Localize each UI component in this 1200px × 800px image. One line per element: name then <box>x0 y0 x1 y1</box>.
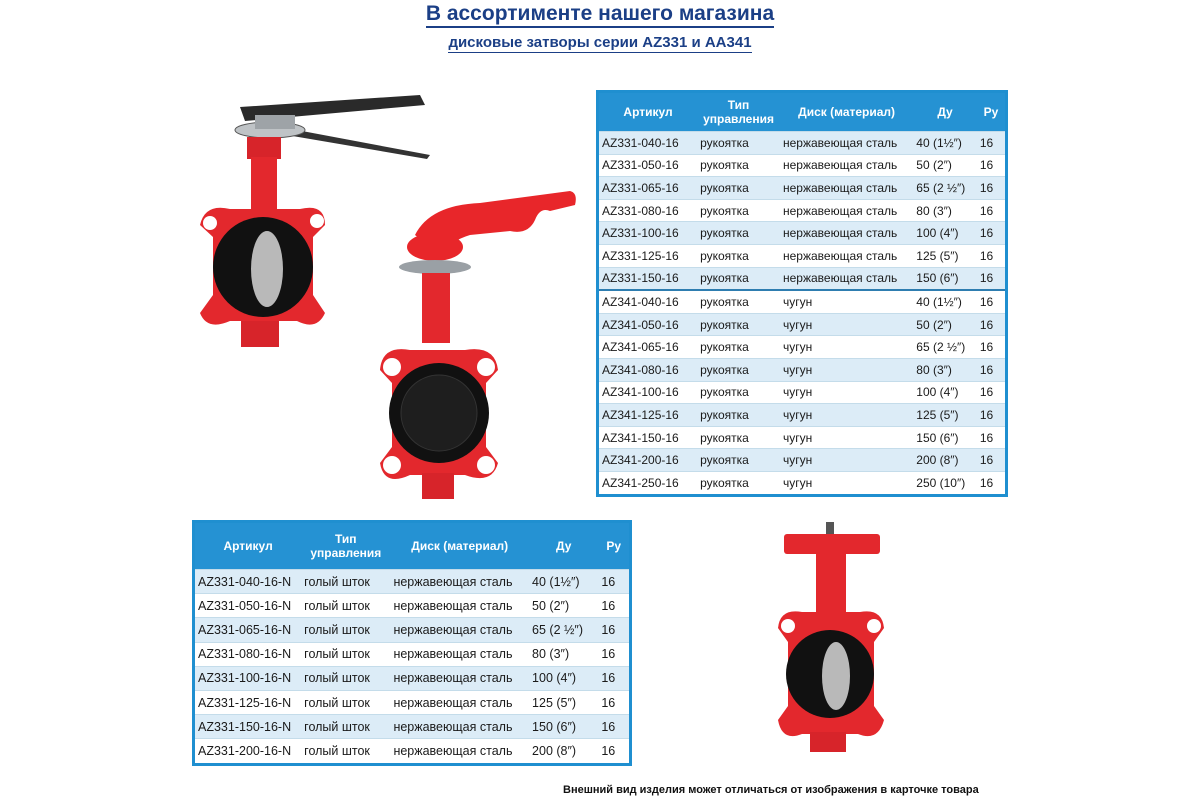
col-article-cell: AZ341-040-16 <box>598 290 698 313</box>
col-dn-cell: 100 (4″) <box>913 381 977 404</box>
table-row <box>598 404 1007 427</box>
col-pn-cell: 16 <box>977 404 1007 427</box>
col-control-cell: рукоятка <box>697 132 780 155</box>
col-disc-cell: чугун <box>780 404 913 427</box>
col-pn-cell: 16 <box>977 154 1007 177</box>
table-row <box>598 381 1007 404</box>
col-disc-cell: нержавеющая сталь <box>780 267 913 290</box>
col-disc-cell: нержавеющая сталь <box>390 570 529 594</box>
col-dn-cell: 150 (6″) <box>529 715 598 739</box>
col-dn-cell: 100 (4″) <box>913 222 977 245</box>
col-disc-cell: чугун <box>780 381 913 404</box>
col-disc-header: Диск (материал) <box>780 92 913 132</box>
col-control-cell: рукоятка <box>697 449 780 472</box>
table-row <box>598 290 1007 313</box>
col-disc-cell: нержавеющая сталь <box>390 690 529 714</box>
col-disc-cell: чугун <box>780 290 913 313</box>
col-pn-cell: 16 <box>977 290 1007 313</box>
col-disc-cell: нержавеющая сталь <box>390 618 529 642</box>
col-pn-cell: 16 <box>598 642 630 666</box>
col-dn-cell: 200 (8″) <box>913 449 977 472</box>
col-disc-cell: чугун <box>780 449 913 472</box>
col-pn-cell: 16 <box>598 739 630 764</box>
col-article-cell: AZ331-080-16-N <box>194 642 302 666</box>
table-row <box>598 313 1007 336</box>
col-control-cell: рукоятка <box>697 290 780 313</box>
col-dn-header: Ду <box>913 92 977 132</box>
spec-table-bare-stem <box>192 520 632 766</box>
valve-handle-red-image <box>370 185 585 505</box>
table-row <box>598 132 1007 155</box>
col-article-cell: AZ341-150-16 <box>598 426 698 449</box>
col-disc-cell: нержавеющая сталь <box>390 642 529 666</box>
table-row <box>598 358 1007 381</box>
col-control-cell: рукоятка <box>697 177 780 200</box>
col-article-cell: AZ331-100-16-N <box>194 666 302 690</box>
table-row <box>194 642 631 666</box>
col-article-cell: AZ331-150-16 <box>598 267 698 290</box>
col-control-cell: рукоятка <box>697 154 780 177</box>
col-pn-cell: 16 <box>598 570 630 594</box>
col-disc-cell: нержавеющая сталь <box>780 132 913 155</box>
col-pn-cell: 16 <box>598 715 630 739</box>
col-article-cell: AZ331-125-16 <box>598 244 698 267</box>
col-control-cell: голый шток <box>301 690 390 714</box>
col-control-cell: рукоятка <box>697 336 780 359</box>
col-dn-cell: 125 (5″) <box>913 404 977 427</box>
col-control-cell: голый шток <box>301 642 390 666</box>
table-header-row <box>598 92 1007 132</box>
col-article-cell: AZ341-065-16 <box>598 336 698 359</box>
col-dn-header: Ду <box>529 522 598 570</box>
col-disc-cell: нержавеющая сталь <box>780 154 913 177</box>
col-disc-cell: нержавеющая сталь <box>780 177 913 200</box>
col-disc-cell: нержавеющая сталь <box>780 244 913 267</box>
table-header-row <box>194 522 631 570</box>
table-row <box>598 244 1007 267</box>
col-dn-cell: 80 (3″) <box>529 642 598 666</box>
col-dn-cell: 150 (6″) <box>913 267 977 290</box>
col-dn-cell: 250 (10″) <box>913 471 977 495</box>
col-disc-cell: нержавеющая сталь <box>780 199 913 222</box>
col-pn-cell: 16 <box>598 690 630 714</box>
col-control-header: Тип управления <box>697 92 780 132</box>
col-article-header: Артикул <box>194 522 302 570</box>
col-control-cell: голый шток <box>301 570 390 594</box>
page-title: В ассортименте нашего магазина <box>0 2 1200 26</box>
table-row <box>194 690 631 714</box>
col-control-cell: рукоятка <box>697 358 780 381</box>
col-dn-cell: 80 (3″) <box>913 199 977 222</box>
col-control-cell: голый шток <box>301 666 390 690</box>
col-article-cell: AZ331-150-16-N <box>194 715 302 739</box>
table-row <box>598 222 1007 245</box>
col-pn-header: Ру <box>598 522 630 570</box>
col-disc-cell: нержавеющая сталь <box>780 222 913 245</box>
col-disc-cell: нержавеющая сталь <box>390 715 529 739</box>
col-disc-cell: нержавеющая сталь <box>390 594 529 618</box>
col-control-cell: рукоятка <box>697 471 780 495</box>
table-row <box>194 618 631 642</box>
table-row <box>598 426 1007 449</box>
col-pn-cell: 16 <box>977 381 1007 404</box>
col-article-cell: AZ331-040-16-N <box>194 570 302 594</box>
disclaimer-note: Внешний вид изделия может отличаться от изображения в карточке товара <box>563 784 979 796</box>
col-pn-cell: 16 <box>977 313 1007 336</box>
col-disc-cell: нержавеющая сталь <box>390 739 529 764</box>
col-dn-cell: 150 (6″) <box>913 426 977 449</box>
col-pn-header: Ру <box>977 92 1007 132</box>
col-pn-cell: 16 <box>977 244 1007 267</box>
col-article-cell: AZ331-125-16-N <box>194 690 302 714</box>
col-article-cell: AZ331-050-16 <box>598 154 698 177</box>
valve-bare-stem-image <box>770 520 890 755</box>
col-article-cell: AZ331-065-16-N <box>194 618 302 642</box>
table-row <box>598 336 1007 359</box>
red-handle-icon <box>399 191 576 274</box>
col-control-cell: голый шток <box>301 618 390 642</box>
col-article-cell: AZ331-050-16-N <box>194 594 302 618</box>
col-pn-cell: 16 <box>977 358 1007 381</box>
col-disc-cell: чугун <box>780 336 913 359</box>
table-row <box>194 594 631 618</box>
col-control-cell: рукоятка <box>697 426 780 449</box>
col-pn-cell: 16 <box>598 618 630 642</box>
col-dn-cell: 50 (2″) <box>529 594 598 618</box>
col-disc-cell: чугун <box>780 358 913 381</box>
col-dn-cell: 80 (3″) <box>913 358 977 381</box>
col-article-cell: AZ341-125-16 <box>598 404 698 427</box>
col-dn-cell: 40 (1½″) <box>529 570 598 594</box>
col-control-cell: рукоятка <box>697 313 780 336</box>
col-pn-cell: 16 <box>977 426 1007 449</box>
col-dn-cell: 125 (5″) <box>913 244 977 267</box>
col-dn-cell: 65 (2 ½″) <box>529 618 598 642</box>
table-row <box>598 199 1007 222</box>
col-article-cell: AZ331-080-16 <box>598 199 698 222</box>
col-control-cell: рукоятка <box>697 244 780 267</box>
col-article-header: Артикул <box>598 92 698 132</box>
col-disc-cell: чугун <box>780 313 913 336</box>
col-pn-cell: 16 <box>977 267 1007 290</box>
table-row <box>598 449 1007 472</box>
table-row <box>598 154 1007 177</box>
col-pn-cell: 16 <box>598 666 630 690</box>
table-row <box>598 177 1007 200</box>
stem-icon <box>826 522 834 536</box>
page-subtitle: дисковые затворы серии AZ331 и AA341 <box>448 34 752 51</box>
col-dn-cell: 125 (5″) <box>529 690 598 714</box>
col-pn-cell: 16 <box>977 199 1007 222</box>
table-row <box>194 666 631 690</box>
col-control-cell: голый шток <box>301 739 390 764</box>
col-disc-cell: чугун <box>780 471 913 495</box>
col-article-cell: AZ341-100-16 <box>598 381 698 404</box>
col-article-cell: AZ341-080-16 <box>598 358 698 381</box>
col-dn-cell: 40 (1½″) <box>913 290 977 313</box>
col-control-cell: рукоятка <box>697 222 780 245</box>
spec-table-handle <box>596 90 1008 497</box>
table-row <box>598 471 1007 495</box>
col-article-cell: AZ341-250-16 <box>598 471 698 495</box>
col-control-cell: рукоятка <box>697 199 780 222</box>
col-article-cell: AZ341-050-16 <box>598 313 698 336</box>
col-pn-cell: 16 <box>977 336 1007 359</box>
col-article-cell: AZ341-200-16 <box>598 449 698 472</box>
col-dn-cell: 50 (2″) <box>913 313 977 336</box>
col-disc-cell: чугун <box>780 426 913 449</box>
col-article-cell: AZ331-040-16 <box>598 132 698 155</box>
table-row <box>194 739 631 764</box>
table-row <box>194 570 631 594</box>
col-dn-cell: 50 (2″) <box>913 154 977 177</box>
col-pn-cell: 16 <box>977 449 1007 472</box>
col-pn-cell: 16 <box>977 471 1007 495</box>
col-dn-cell: 200 (8″) <box>529 739 598 764</box>
col-article-cell: AZ331-200-16-N <box>194 739 302 764</box>
col-disc-header: Диск (материал) <box>390 522 529 570</box>
col-control-cell: рукоятка <box>697 381 780 404</box>
col-control-header: Тип управления <box>301 522 390 570</box>
col-disc-cell: нержавеющая сталь <box>390 666 529 690</box>
col-control-cell: голый шток <box>301 715 390 739</box>
col-pn-cell: 16 <box>977 132 1007 155</box>
col-control-cell: голый шток <box>301 594 390 618</box>
table-row <box>194 715 631 739</box>
col-dn-cell: 40 (1½″) <box>913 132 977 155</box>
table-row <box>598 267 1007 290</box>
col-pn-cell: 16 <box>977 177 1007 200</box>
col-dn-cell: 65 (2 ½″) <box>913 336 977 359</box>
col-dn-cell: 65 (2 ½″) <box>913 177 977 200</box>
col-pn-cell: 16 <box>977 222 1007 245</box>
col-pn-cell: 16 <box>598 594 630 618</box>
col-dn-cell: 100 (4″) <box>529 666 598 690</box>
col-article-cell: AZ331-100-16 <box>598 222 698 245</box>
col-article-cell: AZ331-065-16 <box>598 177 698 200</box>
col-control-cell: рукоятка <box>697 267 780 290</box>
col-control-cell: рукоятка <box>697 404 780 427</box>
